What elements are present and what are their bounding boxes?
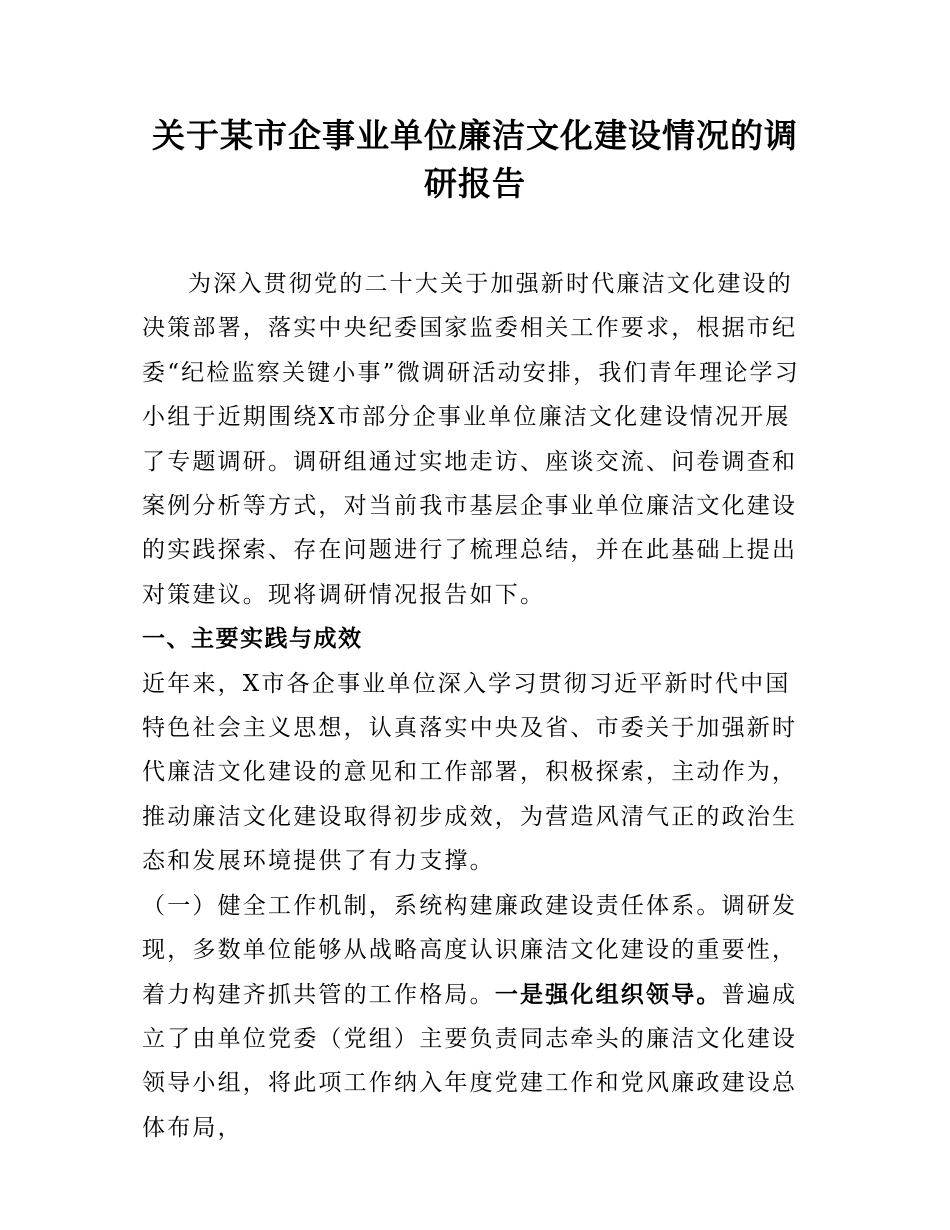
- subsection-continuation: 普遍成立了由单位党委（党组）主要负责同志牵头的廉洁文化建设领导小组，将此项工作纳入年度党建工作和党风廉政建设总体布局，: [142, 981, 798, 1141]
- section-heading: 一、主要实践与成效: [142, 626, 363, 653]
- subsection-paragraph: [142, 884, 812, 1150]
- subsection-text: （一）健全工作机制，系统构建廉政建设责任体系。调研发现，多数单位能够从战略高度认识廉洁文化建设的重要性，着力构建齐抓共管的工作格局。: [142, 892, 798, 1008]
- document-body: [142, 262, 812, 1150]
- document-title: 关于某市企事业单位廉洁文化建设情况的调研报告: [152, 116, 798, 203]
- bold-lead-phrase: 一是强化组织领导。: [494, 981, 722, 1008]
- section-paragraph: 近年来，X市各企事业单位深入学习贯彻习近平新时代中国特色社会主义思想，认真落实中央及省、市委关于加强新时代廉洁文化建设的意见和工作部署，积极探索，主动作为，推动廉洁文化建设取得初步成效，为营造风清气正的政治生态和发展环境提供了有力支撑。: [142, 670, 798, 875]
- intro-paragraph: 为深入贯彻党的二十大关于加强新时代廉洁文化建设的决策部署，落实中央纪委国家监委相关工作要求，根据市纪委“纪检监察关键小事”微调研活动安排，我们青年理论学习小组于近期围绕X市部分企事业单位廉洁文化建设情况开展了专题调研。调研组通过实地走访、座谈交流、问卷调查和案例分析等方式，对当前我市基层企事业单位廉洁文化建设的实践探索、存在问题进行了梳理总结，并在此基础上提出对策建议。现将调研情况报告如下。: [142, 271, 800, 608]
